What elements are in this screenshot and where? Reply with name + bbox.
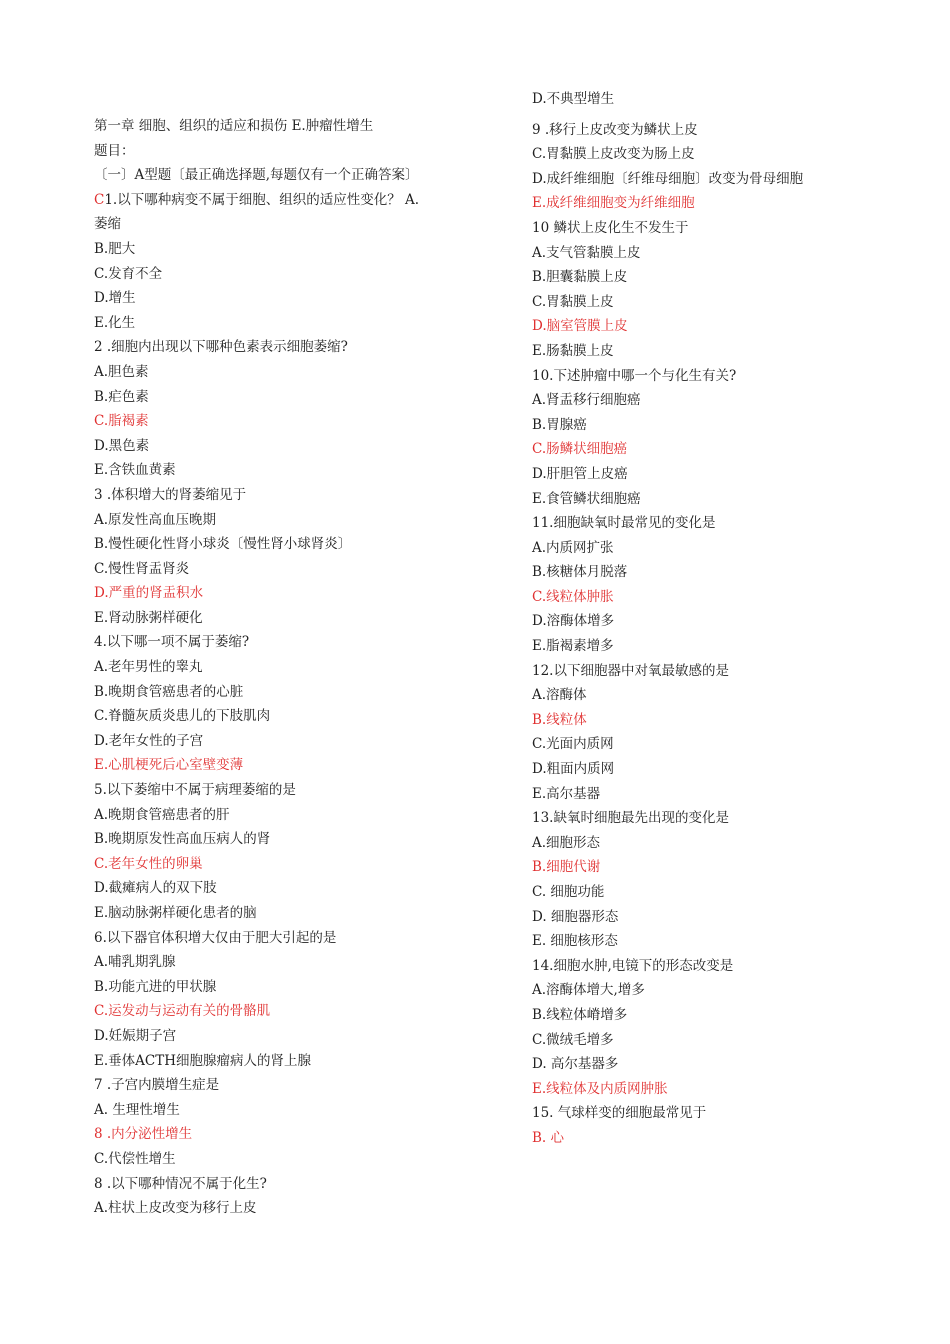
line-text: 2 .细胞内出现以下哪种色素表示细胞萎缩? (94, 339, 348, 356)
line-text: C.脂褐素 (94, 413, 149, 430)
answer-line (94, 409, 434, 434)
line-text: 10 鳞状上皮化生不发生于 (532, 219, 689, 236)
text-line (94, 975, 434, 1000)
line-text: 萎缩 (94, 216, 121, 233)
text-line (532, 265, 832, 290)
line-text: D.脑室管膜上皮 (532, 318, 628, 335)
text-line (94, 335, 434, 360)
line-text: E. 细胞核形态 (532, 933, 618, 950)
text-line (94, 1147, 434, 1172)
line-text: B.核糖体月脱落 (532, 564, 628, 581)
text-line (532, 364, 832, 389)
line-text: A.溶酶体 (532, 687, 587, 704)
text-line (94, 1073, 434, 1098)
text-line (532, 560, 832, 585)
line-text: E.成纤维细胞变为纤维细胞 (532, 195, 695, 212)
line-text: D.黑色素 (94, 437, 150, 454)
text-line (532, 536, 832, 561)
answer-line (532, 437, 832, 462)
line-text: C.肠鳞状细胞癌 (532, 441, 628, 458)
line-text: A.细胞形态 (532, 834, 601, 851)
text-line (532, 1101, 832, 1126)
text-line (532, 954, 832, 979)
line-text: C.运发动与运动有关的骨骼肌 (94, 1003, 271, 1020)
line-text: E.高尔基器 (532, 785, 601, 802)
line-text: E.脂褐素增多 (532, 638, 614, 655)
text-line (94, 188, 434, 213)
line-text: A.胆色素 (94, 363, 149, 380)
line-text: E.食管鳞状细胞癌 (532, 490, 641, 507)
text-line (532, 118, 832, 143)
answer-line (94, 753, 434, 778)
line-text: 3 .体积增大的肾萎缩见于 (94, 486, 247, 503)
line-text: A.老年男性的睾丸 (94, 659, 203, 676)
line-text: A.内质网扩张 (532, 539, 614, 556)
line-text: C.胃黏膜上皮 (532, 293, 614, 310)
line-text: 1.以下哪种病变不属于细胞、组织的适应性变化？ A. (104, 191, 420, 208)
line-text: A. 生理性增生 (94, 1101, 180, 1118)
line-text: C.慢性肾盂肾炎 (94, 560, 190, 577)
line-text: D.成纤维细胞〔纤维母细胞〕改变为骨母细胞 (532, 170, 804, 187)
text-line (94, 1098, 434, 1123)
line-text: 8 .内分泌性增生 (94, 1126, 193, 1143)
right-column (532, 0, 832, 1151)
text-line (94, 262, 434, 287)
text-line (94, 803, 434, 828)
text-line (94, 876, 434, 901)
line-text: A.支气管黏膜上皮 (532, 244, 641, 261)
line-text: E.线粒体及内质网肿胀 (532, 1080, 668, 1097)
text-line (532, 609, 832, 634)
text-line (94, 139, 434, 164)
text-line (94, 778, 434, 803)
text-line (94, 483, 434, 508)
line-text: 第一章 细胞、组织的适应和损伤 E.肿瘤性增生 (94, 118, 374, 134)
line-text: 6.以下器官体积增大仅由于肥大引起的是 (94, 929, 337, 946)
text-line (94, 163, 434, 188)
answer-line (532, 1077, 832, 1102)
text-line (532, 659, 832, 684)
line-text: B. 心 (532, 1129, 565, 1146)
line-text: D.溶酶体增多 (532, 613, 615, 630)
line-text: 13.缺氧时细胞最先出现的变化是 (532, 810, 729, 827)
text-line (94, 901, 434, 926)
text-line (532, 634, 832, 659)
text-line (532, 87, 832, 112)
text-line (532, 806, 832, 831)
line-text: B.晚期食管癌患者的心脏 (94, 683, 244, 700)
text-line (94, 237, 434, 262)
line-text: D.肝胆管上皮癌 (532, 465, 628, 482)
line-text: E.化生 (94, 314, 136, 331)
line-text: C.发育不全 (94, 265, 163, 282)
line-text: D.截瘫病人的双下肢 (94, 880, 217, 897)
text-line (94, 360, 434, 385)
answer-line (532, 585, 832, 610)
line-text: E.脑动脉粥样硬化患者的脑 (94, 905, 257, 921)
text-line (532, 1028, 832, 1053)
line-text: C.微绒毛增多 (532, 1031, 614, 1048)
text-line (94, 606, 434, 631)
text-line (94, 704, 434, 729)
line-text: D.妊娠期子宫 (94, 1027, 177, 1044)
text-line (94, 950, 434, 975)
line-text: B.慢性硬化性肾小球炎〔慢性肾小球肾炎〕 (94, 536, 352, 553)
text-line (532, 413, 832, 438)
line-text: 〔一〕A型题〔最正确选择题,每题仅有一个正确答案〕 (94, 167, 419, 184)
text-line (532, 757, 832, 782)
text-line (94, 1024, 434, 1049)
line-text: B.线粒体 (532, 711, 587, 728)
line-text: A.肾盂移行细胞癌 (532, 392, 641, 409)
answer-line (532, 191, 832, 216)
text-line (94, 311, 434, 336)
left-column (94, 0, 434, 1221)
text-line (94, 827, 434, 852)
line-text: A.柱状上皮改变为移行上皮 (94, 1200, 257, 1217)
line-text: B.晚期原发性高血压病人的肾 (94, 831, 271, 848)
answer-marker: C (94, 191, 105, 208)
text-line (532, 929, 832, 954)
line-text: C.老年女性的卵巢 (94, 855, 203, 872)
line-text: 11.细胞缺氧时最常见的变化是 (532, 515, 716, 532)
text-line (94, 1172, 434, 1197)
line-text: A.溶酶体增大,增多 (532, 982, 645, 999)
text-line (532, 511, 832, 536)
answer-line (532, 314, 832, 339)
line-text: B.线粒体嵴增多 (532, 1006, 628, 1023)
line-text: 5.以下萎缩中不属于病理萎缩的是 (94, 782, 296, 799)
line-text: 9 .移行上皮改变为鳞状上皮 (532, 121, 698, 138)
text-line (532, 880, 832, 905)
answer-line (94, 852, 434, 877)
line-text: D.增生 (94, 290, 136, 307)
line-text: E.垂体ACTH细胞腺瘤病人的肾上腺 (94, 1052, 312, 1069)
line-text: D. 细胞器形态 (532, 908, 619, 925)
text-line (532, 216, 832, 241)
line-text: D. 高尔基器多 (532, 1056, 619, 1073)
line-text: B.肥大 (94, 240, 136, 257)
line-text: A.原发性高血压晚期 (94, 511, 217, 528)
text-line (94, 385, 434, 410)
text-line (94, 630, 434, 655)
text-line (532, 683, 832, 708)
text-line (532, 1052, 832, 1077)
line-text: 14.细胞水肿,电镜下的形态改变是 (532, 957, 734, 974)
text-line (532, 782, 832, 807)
text-line (94, 212, 434, 237)
text-line (94, 532, 434, 557)
line-text: B.功能亢进的甲状腺 (94, 978, 217, 995)
line-text: 8 .以下哪种情况不属于化生? (94, 1175, 267, 1192)
line-text: C.胃黏膜上皮改变为肠上皮 (532, 146, 695, 163)
answer-line (94, 999, 434, 1024)
text-line (94, 508, 434, 533)
answer-line (532, 1126, 832, 1151)
line-text: C. 细胞功能 (532, 884, 605, 900)
line-text: B.疟色素 (94, 388, 149, 405)
text-line (94, 458, 434, 483)
text-line (532, 339, 832, 364)
line-text: D.粗面内质网 (532, 761, 615, 778)
line-text: 10.下述肿瘤中哪一个与化生有关? (532, 367, 737, 384)
line-text: C.光面内质网 (532, 736, 614, 753)
line-text: D.不典型增生 (532, 91, 615, 107)
line-text: C.脊髓灰质炎患儿的下肢肌肉 (94, 708, 271, 725)
text-line (532, 978, 832, 1003)
text-line (532, 487, 832, 512)
text-line (532, 290, 832, 315)
text-line (94, 655, 434, 680)
text-line (94, 1196, 434, 1221)
text-line (532, 831, 832, 856)
line-text: B.胃腺癌 (532, 416, 587, 433)
line-text: E.肾动脉粥样硬化 (94, 609, 203, 626)
line-text: 7 .子宫内膜增生症是 (94, 1077, 220, 1094)
text-line (532, 142, 832, 167)
line-text: C.代偿性增生 (94, 1150, 176, 1167)
line-text: 4.以下哪一项不属于萎缩? (94, 634, 250, 651)
answer-line (94, 1122, 434, 1147)
line-text: D.严重的肾盂积水 (94, 585, 204, 602)
line-text: C.线粒体肿胀 (532, 588, 614, 605)
answer-line (532, 855, 832, 880)
text-line (94, 114, 434, 139)
text-line (532, 462, 832, 487)
text-line (532, 388, 832, 413)
line-text: A.晚期食管癌患者的肝 (94, 806, 230, 823)
text-line (94, 557, 434, 582)
line-text: A.哺乳期乳腺 (94, 954, 176, 971)
line-text: B.细胞代谢 (532, 859, 601, 876)
line-text: E.心肌梗死后心室壁变薄 (94, 757, 244, 774)
text-line (94, 926, 434, 951)
line-text: B.胆囊黏膜上皮 (532, 269, 628, 286)
text-line (532, 732, 832, 757)
text-line (532, 241, 832, 266)
line-text: D.老年女性的子宫 (94, 732, 204, 749)
text-line (94, 286, 434, 311)
text-line (532, 167, 832, 192)
line-text: 15. 气球样变的细胞最常见于 (532, 1105, 707, 1122)
line-text: E.含铁血黄素 (94, 462, 176, 479)
line-text: E.肠黏膜上皮 (532, 342, 614, 359)
text-line (532, 905, 832, 930)
text-line (94, 1049, 434, 1074)
text-line (94, 729, 434, 754)
text-line (94, 434, 434, 459)
text-line (94, 680, 434, 705)
answer-line (94, 581, 434, 606)
line-text: 题目： (94, 142, 135, 159)
text-line (532, 1003, 832, 1028)
line-text: 12.以下细胞器中对氧最敏感的是 (532, 662, 729, 679)
answer-line (532, 708, 832, 733)
